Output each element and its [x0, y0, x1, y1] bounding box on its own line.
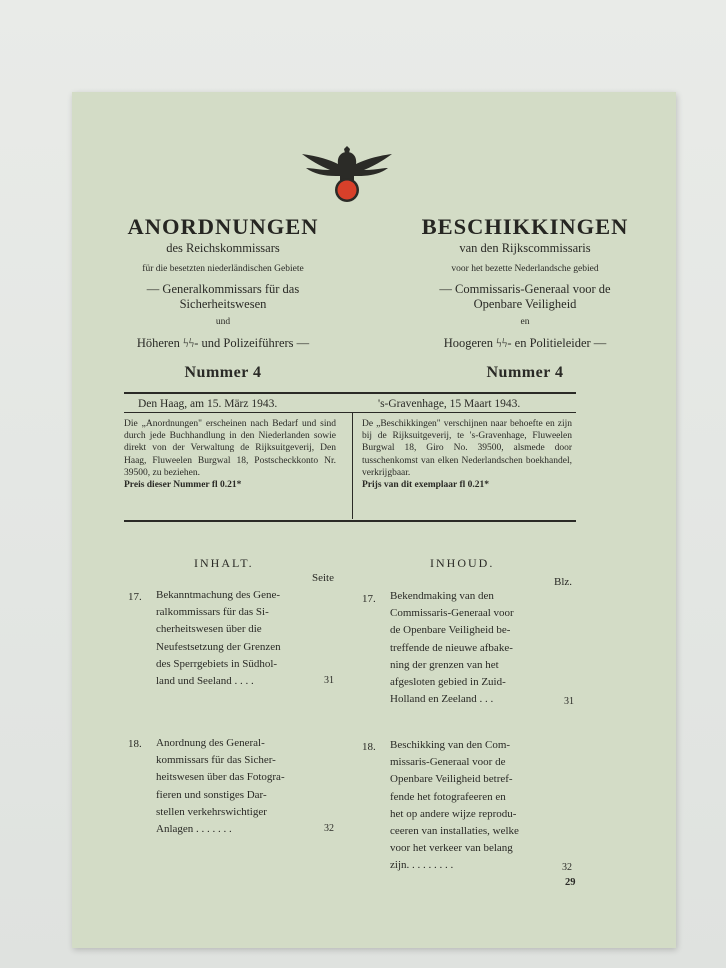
page-label-german: Seite [312, 572, 334, 584]
entry-line: afgesloten gebied in Zuid- [390, 676, 506, 689]
entry-number: 17. [362, 593, 376, 605]
territory-german: für die besetzten niederländischen Gebiete [142, 264, 304, 274]
commissioner-german-line-1: — Generalkommissars für das [146, 282, 300, 296]
commissioner-dutch-line-2: Openbare Veiligheid [473, 297, 577, 311]
entry-line: Bekendmaking van den [390, 590, 494, 602]
entry-line: zijn. . . . . . . . . [390, 859, 454, 872]
page-ref: 31 [324, 675, 334, 686]
entry-line: Holland en Zeeland . . . [390, 693, 494, 706]
commissioner-dutch [374, 282, 676, 312]
entry-number: 18. [128, 738, 142, 750]
entry-line: fende het fotografeeren en [390, 790, 506, 803]
commissioner-dutch-line-1: — Commissaris-Generaal voor de [439, 282, 611, 296]
date-german: Den Haag, am 15. März 1943. [138, 398, 278, 410]
divider-middle [124, 412, 576, 413]
entry-line: des Sperrgebiets in Südhol- [156, 657, 278, 670]
entry-line: Neufestsetzung der Grenzen [156, 640, 281, 653]
issuer-dutch: van den Rijkscommissaris [459, 241, 591, 255]
issue-number-german: Nummer 4 [184, 364, 262, 381]
price-dutch: Prijs van dit exemplaar fl 0.21* [362, 480, 490, 491]
commissioner-german [72, 282, 374, 312]
conjunction-dutch: en [520, 317, 530, 327]
notice-dutch-text: De „Beschikkingen" verschijnen naar behoefte en zijn bij de Rijksuitgeverij, te 's-Gravenhage, Fluweelen Burgwal 18, Giro No. 39500, alsmede door tusschenkomst van elken Nederlandschen boekhandel, verkrijgbaar. [362, 419, 572, 478]
entry-line: Openbare Veiligheid betref- [390, 773, 513, 786]
conjunction-german: und [215, 317, 231, 327]
territory-dutch: voor het bezette Nederlandsche gebied [451, 264, 599, 274]
entry-line: Beschikking van den Com- [390, 739, 511, 751]
commissioner-german-line-2: Sicherheitswesen [179, 297, 267, 311]
entry-line: de Openbare Veiligheid be- [390, 624, 511, 637]
entry-line: ceeren van installaties, welke [390, 825, 519, 838]
entry-line: Anordnung des General- [156, 737, 265, 749]
divider-top [124, 392, 576, 394]
notice-dutch [362, 418, 572, 491]
document-page [72, 92, 676, 948]
entry-line: fieren und sonstiges Dar- [156, 788, 267, 801]
entry-line: heitswesen über das Fotogra- [156, 771, 285, 784]
entry-line: kommissars für das Sicher- [156, 754, 276, 767]
page-ref: 32 [324, 823, 334, 834]
entry-line: Bekanntmachung des Gene- [156, 589, 281, 601]
entry-number: 18. [362, 741, 376, 753]
entry-line: ning der grenzen van het [390, 658, 499, 671]
contents-entry-dutch-17 [390, 588, 552, 708]
page-ref: 32 [562, 862, 572, 873]
contents-entry-german-18 [156, 735, 316, 838]
entry-line: Anlagen . . . . . . . [156, 823, 232, 836]
column-divider [352, 413, 353, 519]
entry-line: cherheitswesen über die [156, 623, 262, 636]
contents-heading-german: INHALT. [194, 556, 254, 570]
entry-line: voor het verkeer van belang [390, 842, 513, 855]
entry-number: 17. [128, 591, 142, 603]
notice-german-text: Die „Anordnungen" erscheinen nach Bedarf und sind durch jede Buchhandlung in den Niederlanden sowie direkt von der Verwaltung de Rijksuitgeverij, Den Haag, Fluweelen Burgwal 18, Postscheckkonto Nr. 39500, zu beziehen. [124, 419, 336, 478]
title-german: ANORDNUNGEN [127, 214, 319, 239]
entry-line: stellen verkehrswichtiger [156, 805, 267, 818]
divider-bottom [124, 520, 576, 522]
page-label-dutch: Blz. [554, 576, 573, 588]
title-dutch: BESCHIKKINGEN [421, 214, 629, 239]
entry-line: treffende de nieuwe afbake- [390, 641, 513, 654]
entry-line: land und Seeland . . . . [156, 675, 254, 688]
contents-heading-dutch: INHOUD. [430, 556, 495, 570]
page-number: 29 [565, 877, 576, 888]
police-leader-dutch: Hoogeren ϟϟ- en Politieleider — [443, 336, 607, 350]
date-dutch: 's-Gravenhage, 15 Maart 1943. [378, 398, 521, 410]
notice-german [124, 418, 336, 491]
page-ref: 31 [564, 696, 574, 707]
issuer-german: des Reichskommissars [166, 241, 280, 255]
entry-line: ralkommissars für das Si- [156, 606, 269, 619]
price-german: Preis dieser Nummer fl 0.21* [124, 480, 242, 491]
eagle-emblem-icon [300, 146, 394, 206]
entry-line: Commissaris-Generaal voor [390, 607, 514, 620]
police-leader-german: Höheren ϟϟ- und Polizeiführers — [136, 336, 310, 350]
contents-entry-dutch-18 [390, 737, 552, 875]
entry-line: missaris-Generaal voor de [390, 756, 506, 769]
contents-entry-german-17 [156, 587, 316, 690]
issue-number-dutch: Nummer 4 [486, 364, 564, 381]
entry-line: het op andere wijze reprodu- [390, 807, 517, 820]
